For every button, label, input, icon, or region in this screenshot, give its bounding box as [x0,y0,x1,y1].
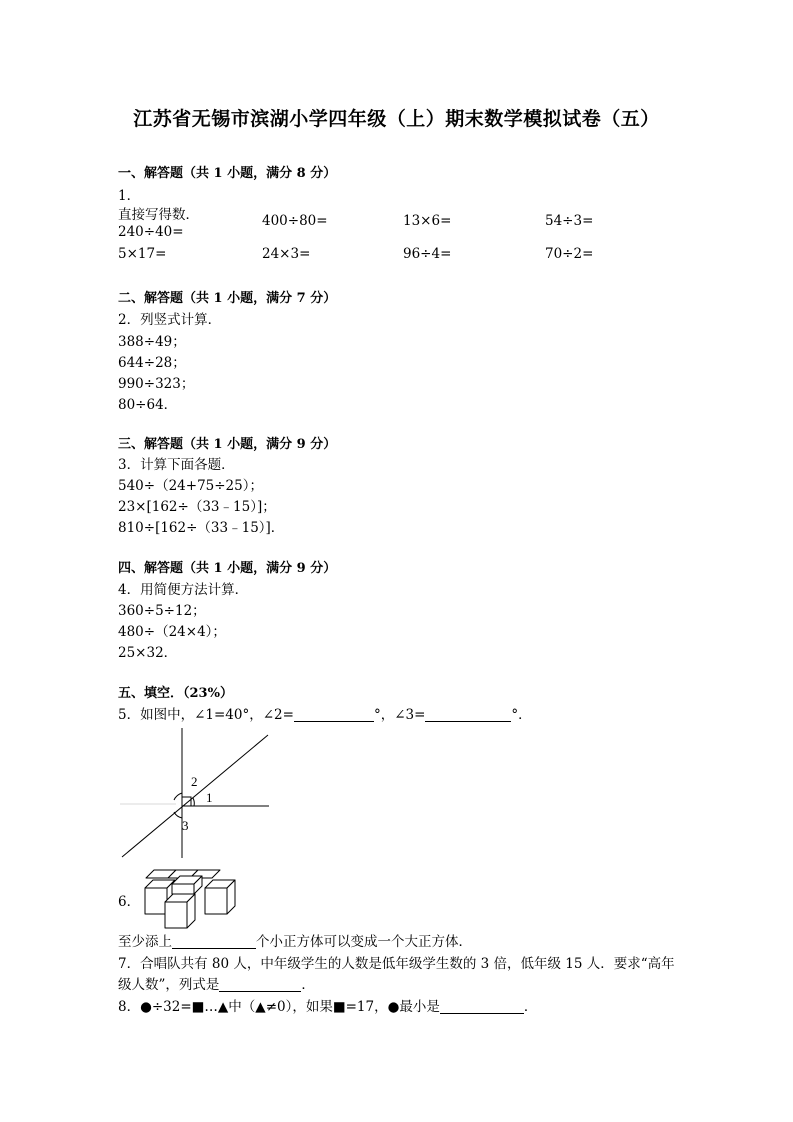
angle-figure [118,725,278,865]
q4-line: 25×32． [118,645,178,661]
q1-instruction: 直接写得数． [118,207,199,223]
q5-answer-blank-angle2[interactable] [294,707,374,722]
q6-text-a: 至少添上 [118,934,172,950]
q4-line: 480÷（24×4）； [118,624,226,640]
page-title: 江苏省无锡市滨湖小学四年级（上）期末数学模拟试卷（五） [133,108,660,130]
q5-text-a: 5．如图中，∠1=40°，∠2= [118,707,294,723]
q2-line: 388÷49； [118,334,186,350]
q1-number: 1． [118,188,141,204]
q1-item: 13×6= [403,213,452,229]
q7-text-a: 级人数”，列式是 [118,977,220,993]
right-angle-mark [182,797,191,806]
q1-item: 240÷40= [118,224,184,240]
q3-line: 23×[162÷（33﹣15）]； [118,499,276,515]
q4-line: 4．用简便方法计算． [118,582,249,598]
q6-number: 6． [118,894,141,910]
q1-item: 24×3= [262,246,311,262]
q6-text-b: 个小正方体可以变成一个大正方体． [256,934,472,950]
q3-line: 810÷[162÷（33﹣15）]． [118,520,285,536]
section-2-heading: 二、解答题（共 1 小题，满分 7 分） [118,291,337,306]
q3-line: 540÷（24+75÷25）； [118,478,263,494]
q5-answer-blank-angle3[interactable] [425,707,511,722]
q5-text-b: °，∠3= [373,707,426,723]
q7-answer-blank[interactable] [219,977,301,992]
q1-item: 54÷3= [545,213,594,229]
q2-line: 80÷64． [118,397,178,413]
section-4-heading: 四、解答题（共 1 小题，满分 9 分） [118,561,337,576]
q2-line: 2．列竖式计算． [118,312,222,328]
q8-text-a: 8．●÷32=■…▲中（▲≠0），如果■=17，●最小是 [118,999,440,1015]
q7-line-2 [118,973,315,993]
section-3-heading: 三、解答题（共 1 小题，满分 9 分） [118,437,337,452]
q1-item: 96÷4= [403,246,452,262]
oblique-line [122,735,268,857]
q2-line: 644÷28； [118,355,186,371]
q7-text-b: ． [301,977,315,993]
section-1-heading: 一、解答题（共 1 小题，满分 8 分） [118,166,337,181]
q1-item: 400÷80= [262,213,328,229]
q7-line-1: 7．合唱队共有 80 人，中年级学生的人数是低年级学生数的 3 倍，低年级 15 人．要求“高年 [118,956,675,972]
angle-2-arc [174,793,182,800]
section-5-heading: 五、填空．（23%） [118,686,233,701]
q4-line: 360÷5÷12； [118,603,206,619]
q8-text [118,995,537,1015]
q5-text-c: °． [511,707,532,723]
angle-1-arc [193,798,194,806]
q6-text [118,930,472,950]
q3-line: 3．计算下面各题． [118,457,235,473]
q5-text [118,703,532,723]
angle-label-1: 1 [206,790,213,805]
cube-figure [140,868,246,930]
q8-text-b: ． [523,999,538,1015]
angle-label-3: 3 [182,818,189,833]
q1-item: 5×17= [118,246,167,262]
q1-item: 70÷2= [545,246,594,262]
q6-answer-blank[interactable] [172,934,256,949]
angle-label-2: 2 [191,774,198,789]
q2-line: 990÷323； [118,376,195,392]
q8-answer-blank[interactable] [440,999,524,1014]
